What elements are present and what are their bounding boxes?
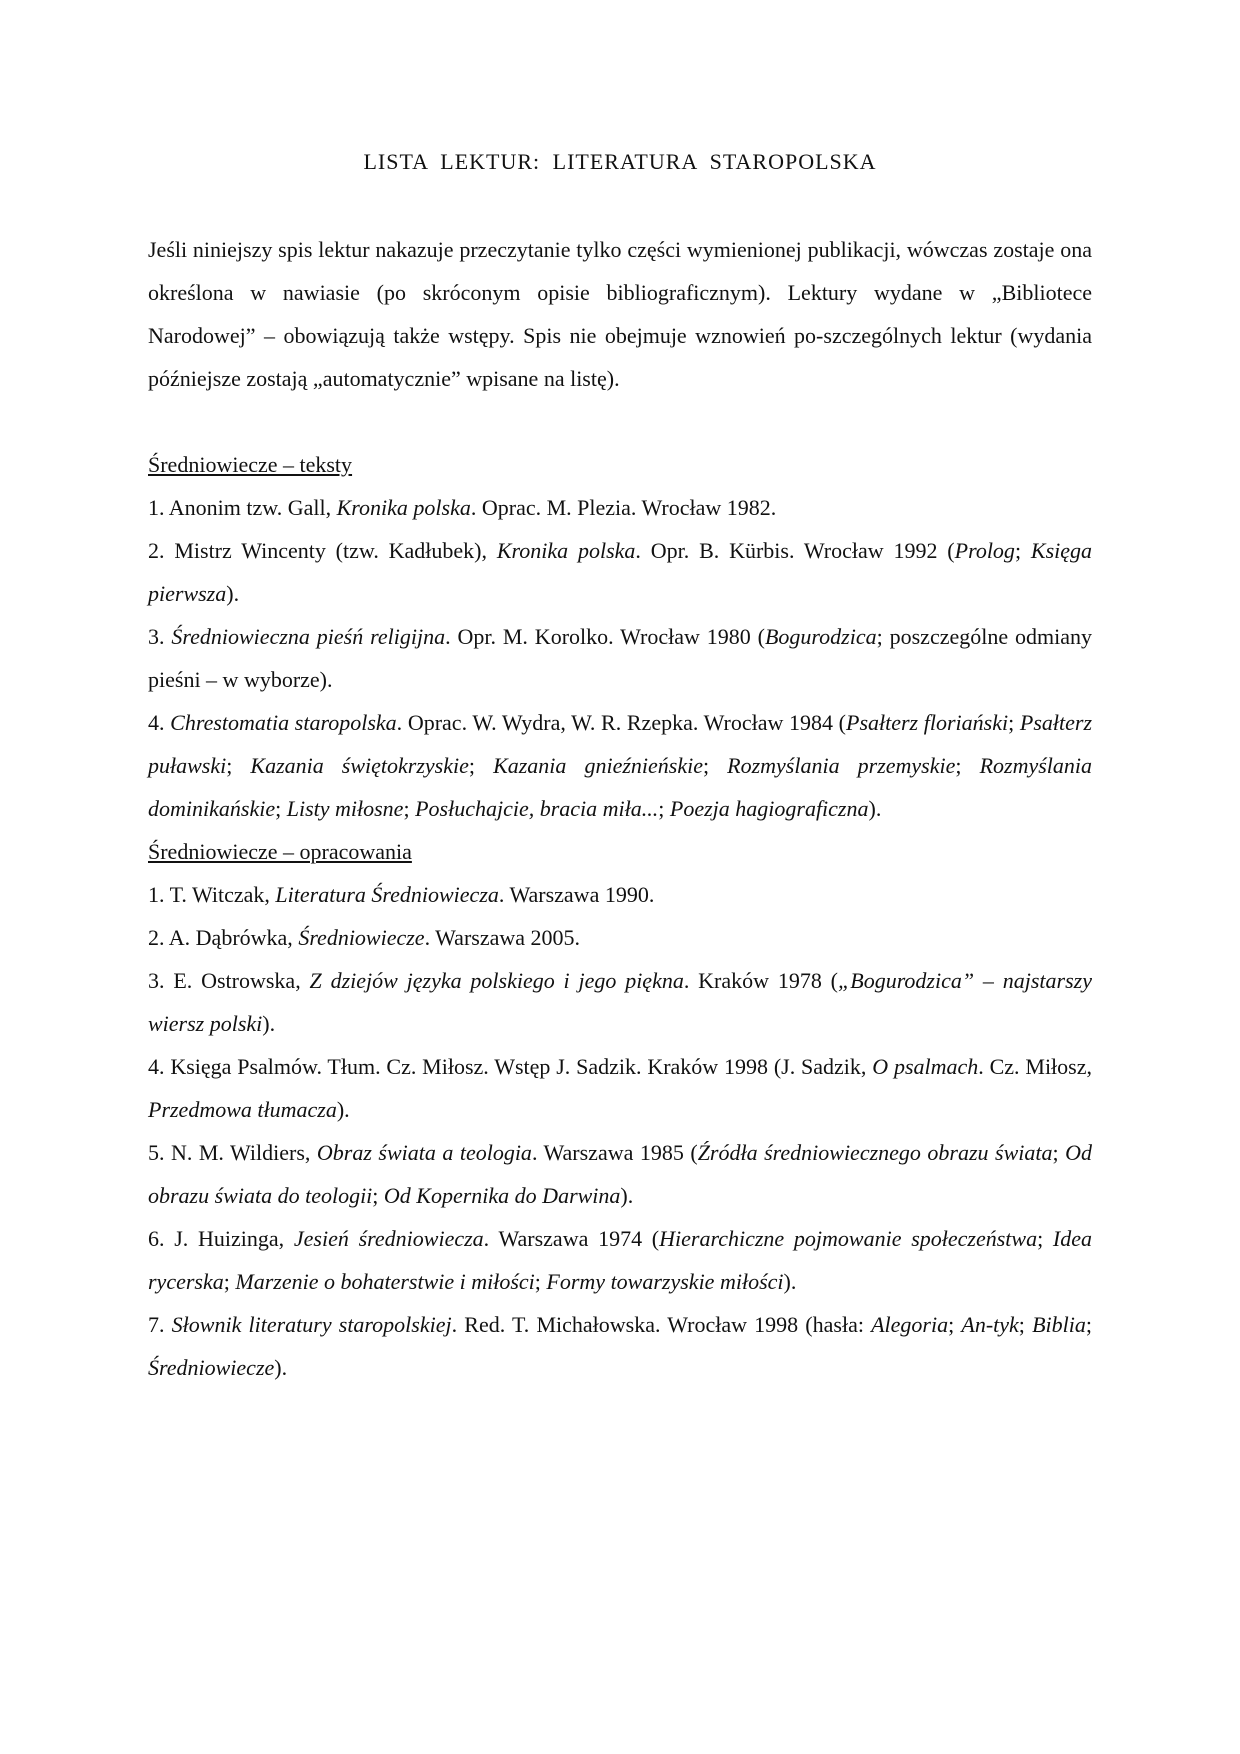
section-heading: Średniowiecze – opracowania (148, 839, 412, 864)
italic-title-text: Poezja hagiograficzna (669, 796, 869, 821)
reading-list (148, 443, 1092, 1389)
italic-title-text: Rozmyślania przemyskie (727, 753, 956, 778)
entry-text: 6. J. Huizinga, (148, 1226, 294, 1251)
section (148, 830, 1092, 1389)
entry-text: ; (226, 753, 251, 778)
italic-title-text: Kronika polska (496, 538, 636, 563)
entry-text: 3. (148, 624, 172, 649)
italic-title-text: Chrestomatia staropolska (170, 710, 397, 735)
entry-text: ). (868, 796, 882, 821)
entry-text: . Warszawa 1990. (498, 882, 655, 907)
list-item (148, 1045, 1092, 1131)
italic-title-text: Kazania świętokrzyskie (250, 753, 469, 778)
entry-text: ). (226, 581, 240, 606)
entry-text: 1. Anonim tzw. Gall, (148, 495, 337, 520)
entry-text: . Warszawa 2005. (424, 925, 581, 950)
entry-text: ). (274, 1355, 288, 1380)
entry-text: . Oprac. W. Wydra, W. R. Rzepka. Wrocław 1984 ( (396, 710, 846, 735)
intro-paragraph: Jeśli niniejszy spis lektur nakazuje przeczytanie tylko części wymienionej publikacji, wówczas zostaje ona określona w nawiasie (po skróconym opisie bibliograficznym). Lektury wydane w „Bibliotece Narodowej” – obowiązują także wstępy. Spis nie obejmuje wznowień po-szczególnych lektur (wydania późniejsze zostają „automatycznie” wpisane na listę). (148, 237, 1092, 391)
entry-text: ; (1052, 1140, 1066, 1165)
entry-text: ; (1008, 710, 1020, 735)
list-item (148, 1303, 1092, 1389)
italic-title-text: „Bogurodzica” – najstarszy wiersz polski (148, 968, 1092, 1036)
list-item (148, 615, 1092, 701)
entry-text: 2. Mistrz Wincenty (tzw. Kadłubek), (148, 538, 497, 563)
italic-title-text: Literatura Średniowiecza (275, 882, 499, 907)
italic-title-text: Listy miłosne (286, 796, 404, 821)
entry-text: ). (336, 1097, 350, 1122)
italic-title-text: Średniowiecze (298, 925, 425, 950)
list-item (148, 873, 1092, 916)
italic-title-text: Idea rycerska (148, 1226, 1093, 1294)
entry-text: 5. N. M. Wildiers, (148, 1140, 317, 1165)
italic-title-text: Przedmowa tłumacza (148, 1097, 337, 1122)
italic-title-text: Średniowieczna pieśń religijna (171, 624, 446, 649)
entry-text: 7. (148, 1312, 172, 1337)
italic-title-text: Jesień średniowiecza (293, 1226, 484, 1251)
italic-title-text: Z dziejów języka polskiego i jego piękna (309, 968, 684, 993)
italic-title-text: Biblia (1032, 1312, 1086, 1337)
entry-text: . Kraków 1978 ( (683, 968, 839, 993)
entry-text: ; (702, 753, 728, 778)
entry-text: . Opr. M. Korolko. Wrocław 1980 ( (445, 624, 765, 649)
list-item (148, 701, 1092, 830)
italic-title-text: Obraz świata a teologia (316, 1140, 532, 1165)
entry-text: . Red. T. Michałowska. Wrocław 1998 (hasła: (451, 1312, 872, 1337)
entry-text: ; (1085, 1312, 1092, 1337)
page-title: LISTA LEKTUR: LITERATURA STAROPOLSKA (363, 149, 877, 174)
italic-title-text: Od obrazu świata do teologii (148, 1140, 1092, 1208)
italic-title-text: Rozmyślania dominikańskie (148, 753, 1093, 821)
entry-text: ; (403, 796, 416, 821)
entry-text: 4. Księga Psalmów. Tłum. Cz. Miłosz. Wstęp J. Sadzik. Kraków 1998 (J. Sadzik, (148, 1054, 873, 1079)
entry-text: ; (955, 753, 980, 778)
italic-title-text: Alegoria (871, 1312, 949, 1337)
entry-text: . Opr. B. Kürbis. Wrocław 1992 ( (635, 538, 955, 563)
italic-title-text: Marzenie o bohaterstwie i miłości (235, 1269, 535, 1294)
italic-title-text: Hierarchiczne pojmowanie społeczeństwa (659, 1226, 1038, 1251)
entry-text: ). (783, 1269, 797, 1294)
list-item (148, 486, 1092, 529)
section (148, 443, 1092, 830)
entry-text: 1. T. Witczak, (148, 882, 276, 907)
italic-title-text: Bogurodzica (764, 624, 877, 649)
list-item (148, 1131, 1092, 1217)
entry-text: 3. E. Ostrowska, (148, 968, 310, 993)
entry-text: 4. (148, 710, 171, 735)
entry-text: ; (468, 753, 494, 778)
entry-text: ; (372, 1183, 384, 1208)
italic-title-text: Kronika polska (336, 495, 471, 520)
italic-title-text: Księga pierwsza (148, 538, 1093, 606)
italic-title-text: Posłuchajcie, bracia miła... (415, 796, 659, 821)
entry-text: . Oprac. M. Plezia. Wrocław 1982. (470, 495, 777, 520)
italic-title-text: Źródła średniowiecznego obrazu świata (697, 1140, 1053, 1165)
entry-text: ; (1037, 1226, 1053, 1251)
section-heading: Średniowiecze – teksty (148, 452, 353, 477)
italic-title-text: Prolog (954, 538, 1015, 563)
entry-text: ; (658, 796, 670, 821)
entry-text: ; (223, 1269, 236, 1294)
entry-text: ; (1014, 538, 1031, 563)
italic-title-text: Formy towarzyskie miłości (546, 1269, 784, 1294)
italic-title-text: Od Kopernika do Darwina (383, 1183, 621, 1208)
italic-title-text: Słownik literatury staropolskiej (171, 1312, 452, 1337)
entry-text: ; (1018, 1312, 1033, 1337)
italic-title-text: O psalmach (872, 1054, 979, 1079)
entry-text: ; (275, 796, 287, 821)
entry-text: . Warszawa 1974 ( (483, 1226, 660, 1251)
entry-text: ; (948, 1312, 962, 1337)
entry-text: 2. A. Dąbrówka, (148, 925, 299, 950)
entry-text: . Warszawa 1985 ( (531, 1140, 698, 1165)
entry-text: ; (534, 1269, 547, 1294)
entry-text: ). (262, 1011, 276, 1036)
italic-title-text: An-tyk (961, 1312, 1019, 1337)
entry-text: ). (620, 1183, 634, 1208)
list-item (148, 1217, 1092, 1303)
list-item (148, 529, 1092, 615)
list-item (148, 959, 1092, 1045)
italic-title-text: Średniowiecze (148, 1355, 275, 1380)
italic-title-text: Psałterz floriański (846, 710, 1009, 735)
italic-title-text: Psałterz puławski (148, 710, 1093, 778)
entry-text: . Cz. Miłosz, (978, 1054, 1092, 1079)
italic-title-text: Kazania gnieźnieńskie (493, 753, 703, 778)
entry-text: ; poszczególne odmiany pieśni – w wyborze). (148, 624, 1092, 692)
document-content (148, 140, 1092, 1389)
list-item (148, 916, 1092, 959)
